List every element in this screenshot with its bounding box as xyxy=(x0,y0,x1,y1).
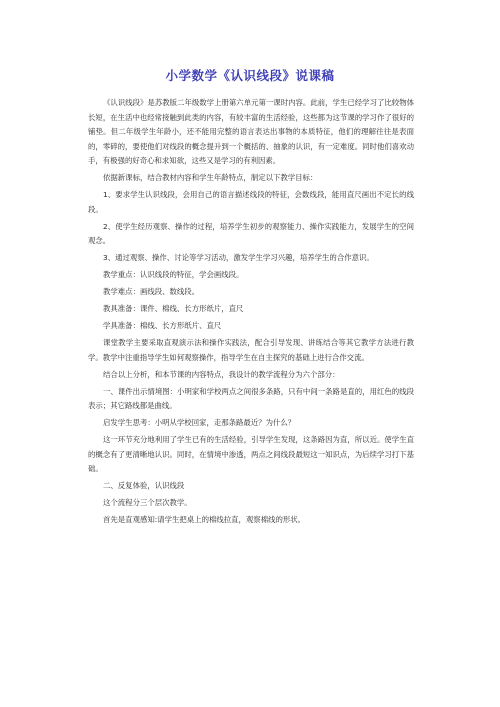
paragraph: 这个流程分三个层次教学。 xyxy=(103,498,192,507)
paragraph: 《认识线段》是苏教版二年级数学上册第六单元第一课时内容。此前，学生已经学习了比较物体长短，在生活中也经常接触到此类的内容，有较丰富的生活经验，这些都为这节课的学习作了很好的铺垫。但二年级学生年龄小，还不能用完整的语言表达出事物的本质特征，他们的理解往往是表面的，零碎的，要使他们对线段的概念提升到一个概括的、抽象的认识，有一定难度。同时他们喜欢动手，有极强的好奇心和求知欲，这些又是学习的有利因素。 xyxy=(88,98,414,165)
paragraph: 2、使学生经历观察、操作的过程，培养学生初步的观察能力、操作实践能力，发展学生的空间观念。 xyxy=(88,221,414,245)
paragraph: 首先是直观感知:请学生把桌上的棉线拉直，观察棉线的形状。 xyxy=(103,515,306,524)
paragraph: 一、课件出示情境图：小明家和学校两点之间很多条路，只有中间一条路是直的，用红色的线段表示；其它路线都是曲线。 xyxy=(88,386,414,410)
paragraph: 结合以上分析，和本节课的内容特点，我设计的教学流程分为六个部分： xyxy=(103,369,340,379)
paragraph: 课堂教学主要采取直观演示法和操作实践法，配合引导发现、讲练结合等其它教学方法进行教学。教学中注重指导学生如何观察操作，指导学生在自主探究的基础上进行合作交流。 xyxy=(88,338,414,362)
paragraph: 教具准备：课件、棉线、长方形纸片，直尺 xyxy=(103,304,244,313)
paragraph: 教学难点：画线段、数线段。 xyxy=(103,287,200,296)
paragraph: 1、要求学生认识线段，会用自己的语言描述线段的特征，会数线段，能用直尺画出不定长的线段。 xyxy=(88,190,414,214)
paragraph: 学具准备：棉线、长方形纸片、直尺 xyxy=(103,321,222,330)
document-title: 小学数学《认识线段》说课稿 xyxy=(165,68,335,83)
paragraph: 依据新课标，结合教材内容和学生年龄特点，制定以下教学目标： xyxy=(103,173,318,182)
paragraph: 3、通过观察、操作、讨论等学习活动，激发学生学习兴趣，培养学生的合作意识。 xyxy=(103,253,374,262)
paragraph: 这一环节充分地利用了学生已有的生活经验，引导学生发现，这条路因为直，所以近。使学生直的概念有了更清晰地认识。同时，在情境中渗透，两点之间线段最短这一知识点，为后续学习打下基础。 xyxy=(88,435,414,473)
paragraph: 教学重点：认识线段的特征，学会画线段。 xyxy=(103,270,244,279)
paragraph: 二、反复体验，认识线段 xyxy=(103,481,185,490)
document-body xyxy=(88,96,414,530)
paragraph: 启发学生思考：小明从学校回家，走那条路最近？为什么？ xyxy=(103,418,296,427)
